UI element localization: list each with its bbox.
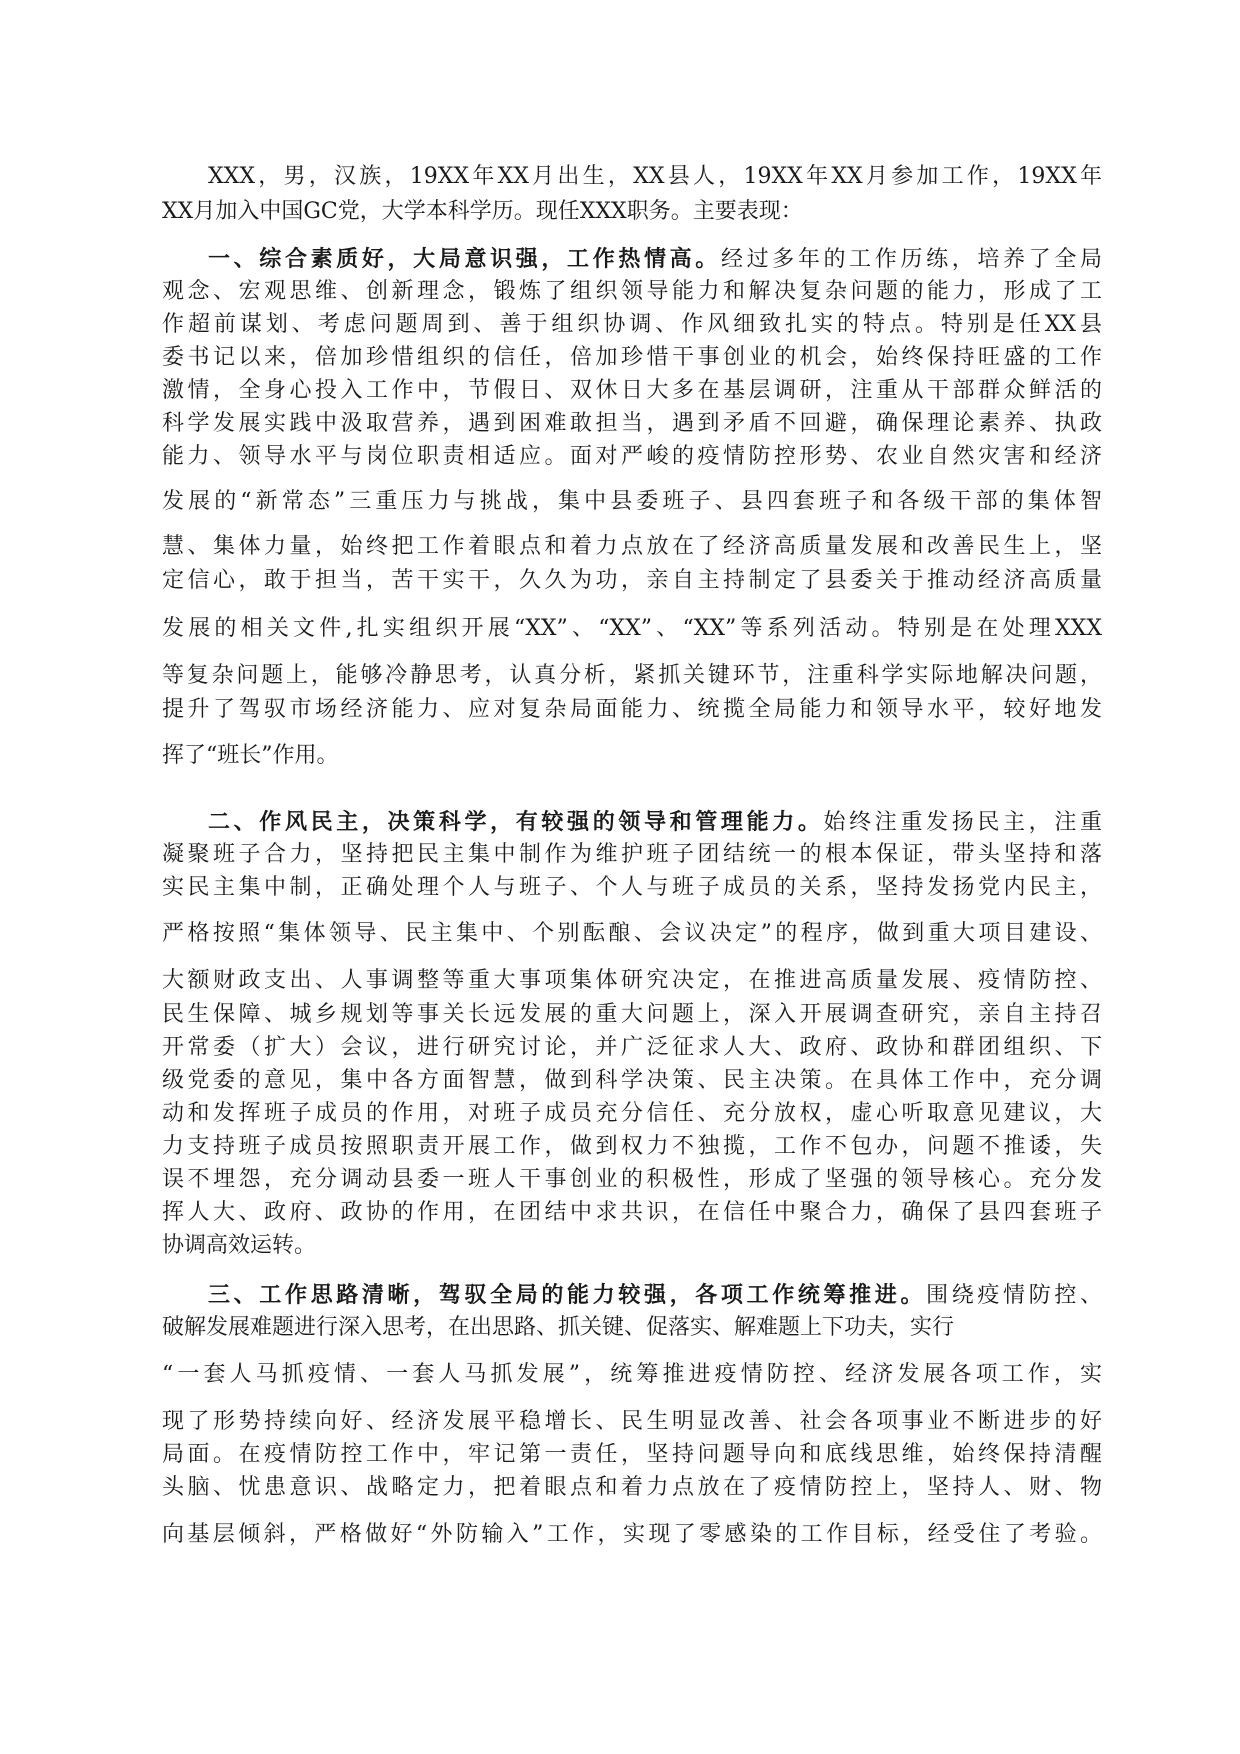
section1-line: 等复杂问题上，能够冷静思考，认真分析，紧抓关键环节，注重科学实际地解决问题， [162, 663, 1102, 688]
section3-line: 向基层倾斜，严格做好“外防输入”工作，实现了零感染的工作目标，经受住了考验。 [162, 1522, 1102, 1547]
section1-line: 委书记以来，倍加珍惜组织的信任，倍加珍惜干事创业的机会，始终保持旺盛的工作 [162, 345, 1102, 370]
section2-line: 大额财政支出、人事调整等重大事项集体研究决定，在推进高质量发展、疫情防控、 [162, 968, 1102, 993]
section2-line: 动和发挥班子成员的作用，对班子成员充分信任、充分放权，虚心听取意见建议，大 [162, 1101, 1102, 1126]
section1-line: 科学发展实践中汲取营养，遇到困难敢担当，遇到矛盾不回避，确保理论素养、执政 [162, 411, 1102, 436]
section3-line: 破解发展难题进行深入思考，在出思路、抓关键、促落实、解难题上下功夫，实行 [162, 1315, 955, 1340]
section2-text: 始终注重发扬民主，注重 [823, 810, 1102, 835]
section3-line: 头脑、忧患意识、战略定力，把着眼点和着力点放在了疫情防控上，坚持人、财、物 [162, 1475, 1102, 1500]
section2-line: 实民主集中制，正确处理个人与班子、个人与班子成员的关系，坚持发扬党内民主， [162, 875, 1102, 900]
section1-line: 作超前谋划、考虑问题周到、善于组织协调、作风细致扎实的特点。特别是任XX县 [162, 312, 1102, 337]
section1-line: 挥了“班长”作用。 [162, 743, 339, 768]
intro-line: XXX，男，汉族，19XX年XX月出生，XX县人，19XX年XX月参加工作，19XX年 [208, 164, 1102, 189]
section3-heading: 三、工作思路清晰，驾驭全局的能力较强，各项工作统筹推进。 [208, 1282, 927, 1308]
section1-line: 慧、集体力量，始终把工作着眼点和着力点放在了经济高质量发展和改善民生上，坚 [162, 534, 1102, 559]
section2-line: 开常委（扩大）会议，进行研究讨论，并广泛征求人大、政府、政协和群团组织、下 [162, 1035, 1102, 1060]
section1-line: 激情，全身心投入工作中，节假日、双休日大多在基层调研，注重从干部群众鲜活的 [162, 378, 1102, 403]
section3-line: 现了形势持续向好、经济发展平稳增长、民生明显改善、社会各项事业不断进步的好 [162, 1409, 1102, 1434]
section1-text: 经过多年的工作历练，培养了全局 [720, 247, 1102, 272]
section1-line: 发展的“新常态”三重压力与挑战，集中县委班子、县四套班子和各级干部的集体智 [162, 489, 1102, 514]
section3-text: 围绕疫情防控、 [926, 1283, 1102, 1308]
intro-line: XX月加入中国GC党，大学本科学历。现任XXX职务。主要表现： [162, 199, 803, 224]
section1-line: 能力、领导水平与岗位职责相适应。面对严峻的疫情防控形势、农业自然灾害和经济 [162, 444, 1102, 469]
section2-line: 挥人大、政府、政协的作用，在团结中求共识，在信任中聚合力，确保了县四套班子 [162, 1200, 1102, 1225]
section1-line: 观念、宏观思维、创新理念，锻炼了组织领导能力和解决复杂问题的能力，形成了工 [162, 279, 1102, 304]
section2-line: 级党委的意见，集中各方面智慧，做到科学决策、民主决策。在具体工作中，充分调 [162, 1068, 1102, 1093]
section2-line: 误不埋怨，充分调动县委一班人干事创业的积极性，形成了坚强的领导核心。充分发 [162, 1167, 1102, 1192]
section3-line: “一套人马抓疫情、一套人马抓发展”，统筹推进疫情防控、经济发展各项工作，实 [162, 1362, 1102, 1387]
section2-first-line [208, 807, 1102, 838]
section2-line: 凝聚班子合力，坚持把民主集中制作为维护班子团结统一的根本保证，带头坚持和落 [162, 842, 1102, 867]
section1-line: 提升了驾驭市场经济能力、应对复杂局面能力、统揽全局能力和领导水平，较好地发 [162, 697, 1102, 722]
section2-heading: 二、作风民主，决策科学，有较强的领导和管理能力。 [208, 809, 824, 835]
section2-line: 严格按照“集体领导、民主集中、个别酝酿、会议决定”的程序，做到重大项目建设、 [162, 921, 1102, 946]
section1-line: 发展的相关文件,扎实组织开展“XX”、“XX”、“XX”等系列活动。特别是在处理XXX [162, 616, 1102, 641]
section2-line: 协调高效运转。 [162, 1233, 317, 1258]
section3-first-line [208, 1280, 1102, 1311]
section1-first-line [208, 244, 1102, 275]
section2-line: 力支持班子成员按照职责开展工作，做到权力不独揽，工作不包办，问题不推诿，失 [162, 1134, 1102, 1159]
section3-line: 局面。在疫情防控工作中，牢记第一责任，坚持问题导向和底线思维，始终保持清醒 [162, 1442, 1102, 1467]
section2-line: 民生保障、城乡规划等事关长远发展的重大问题上，深入开展调查研究，亲自主持召 [162, 1002, 1102, 1027]
section1-heading: 一、综合素质好，大局意识强，工作热情高。 [208, 246, 721, 272]
section1-line: 定信心，敢于担当，苦干实干，久久为功，亲自主持制定了县委关于推动经济高质量 [162, 568, 1102, 593]
